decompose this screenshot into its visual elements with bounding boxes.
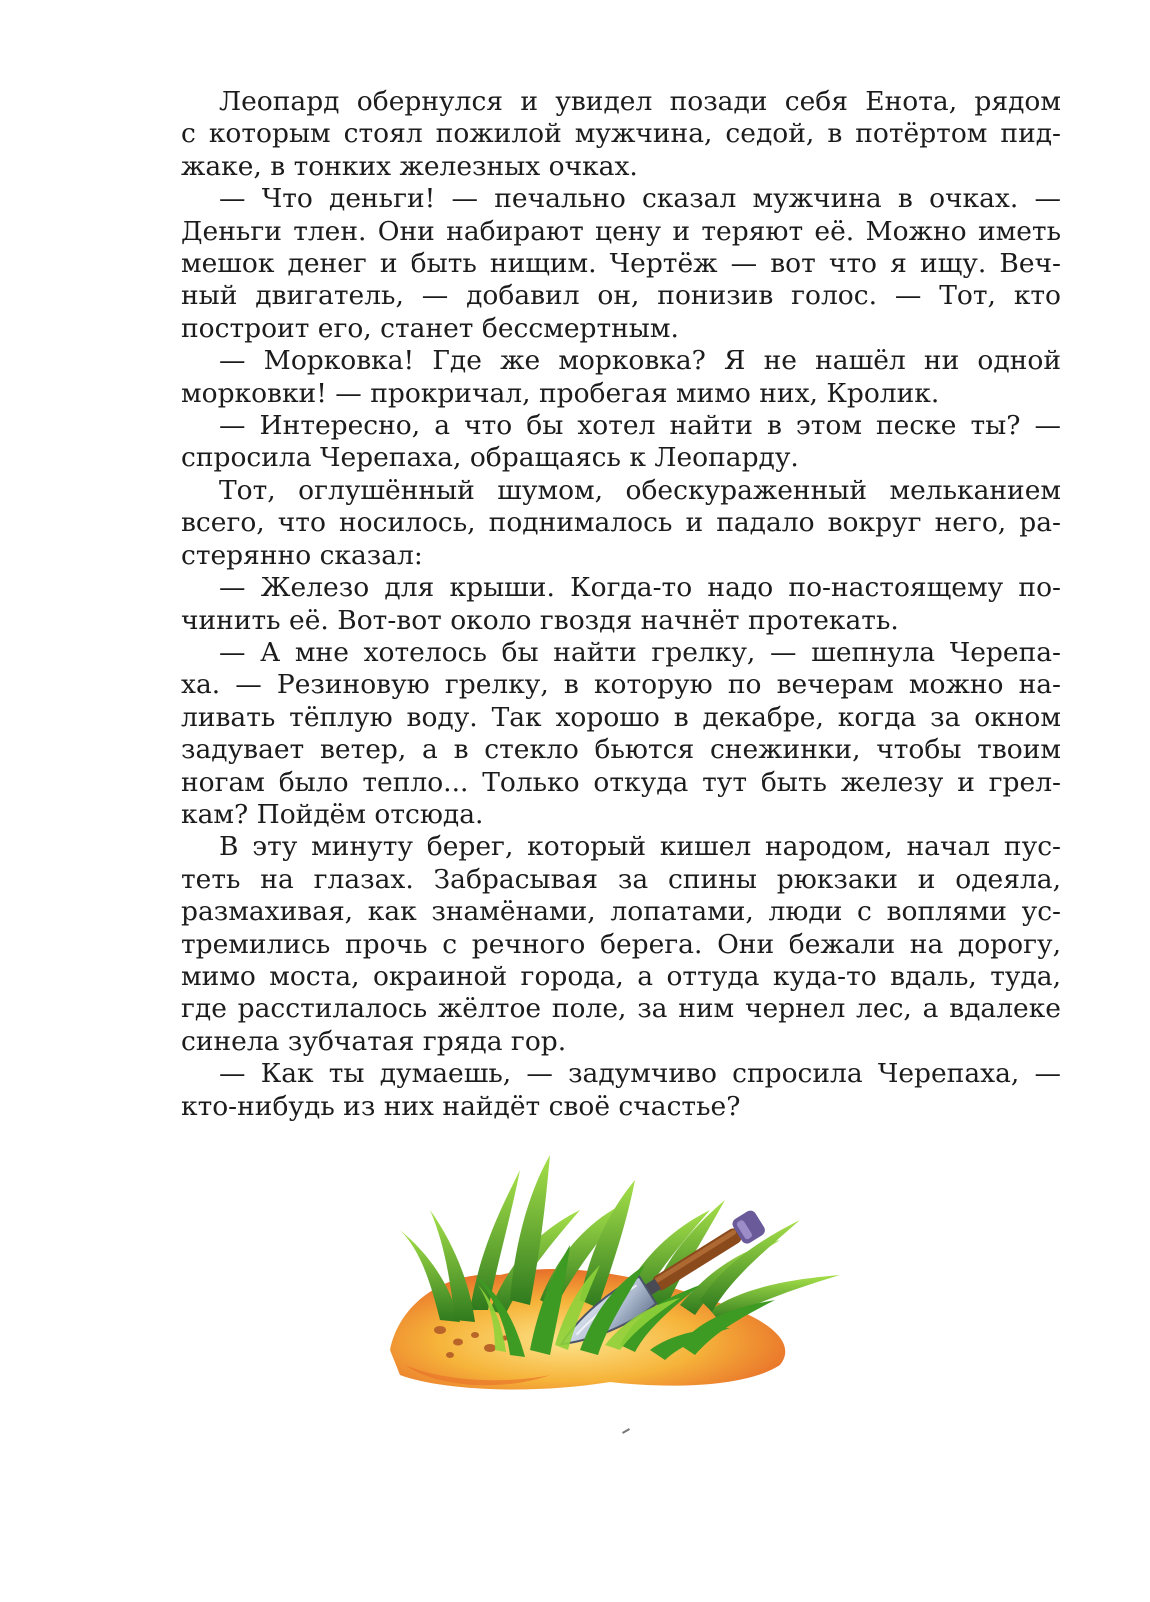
- text-line: — Интересно, а что бы хотел найти в этом песке ты? —: [219, 410, 1061, 442]
- text-line: ливать тёплую воду. Так хорошо в декабре, когда за окном: [181, 701, 1061, 733]
- text-line: синела зубчатая гряда гор.: [181, 1025, 567, 1057]
- trowel-in-grass-icon: [380, 1150, 870, 1395]
- text-line: кто-нибудь из них найдёт своё счастье?: [181, 1090, 741, 1122]
- text-line: спросила Черепаха, обращаясь к Леопарду.: [181, 442, 799, 474]
- text-line: ха. — Резиновую грелку, в которую по вечерам можно на-: [181, 669, 1061, 701]
- text-line: мимо моста, окраиной города, а оттуда куда-то вдаль, туда,: [181, 960, 1061, 992]
- story-text: [181, 86, 1061, 1123]
- text-line: — Железо для крыши. Когда-то надо по-настоящему по-: [219, 572, 1061, 604]
- text-line: теть на глазах. Забрасывая за спины рюкзаки и одеяла,: [181, 863, 1061, 895]
- text-line: жаке, в тонких железных очках.: [181, 150, 638, 182]
- text-line: Леопард обернулся и увидел позади себя Енота, рядом: [219, 86, 1061, 117]
- text-line: где расстилалось жёлтое поле, за ним чернел лес, а вдалеке: [181, 993, 1061, 1025]
- print-speck: [622, 1428, 630, 1434]
- text-line: построит его, станет бессмертным.: [181, 312, 679, 344]
- text-line: — Что деньги! — печально сказал мужчина в очках. —: [219, 183, 1061, 215]
- text-line: мешок денег и быть нищим. Чертёж — вот что я ищу. Веч-: [181, 248, 1061, 280]
- text-line: — А мне хотелось бы найти грелку, — шепнула Черепа-: [219, 636, 1061, 668]
- text-line: Деньги тлен. Они набирают цену и теряют её. Можно иметь: [181, 215, 1061, 247]
- text-line: — Как ты думаешь, — задумчиво спросила Черепаха, —: [219, 1058, 1061, 1090]
- text-line: морковки! — прокричал, пробегая мимо них, Кролик.: [181, 377, 940, 409]
- text-line: стерянно сказал:: [181, 539, 423, 571]
- text-line: с которым стоял пожилой мужчина, седой, в потёртом пид-: [181, 118, 1061, 150]
- text-line: тремились прочь с речного берега. Они бежали на дорогу,: [181, 928, 1061, 960]
- text-line: ный двигатель, — добавил он, понизив голос. — Тот, кто: [181, 280, 1061, 312]
- text-line: размахивая, как знамёнами, лопатами, люди с воплями ус-: [181, 896, 1061, 928]
- text-line: задувает ветер, а в стекло бьются снежинки, чтобы твоим: [181, 734, 1061, 766]
- text-line: — Морковка! Где же морковка? Я не нашёл ни одной: [219, 345, 1061, 377]
- text-line: всего, что носилось, поднималось и падало вокруг него, ра-: [181, 507, 1061, 539]
- text-line: чинить её. Вот-вот около гвоздя начнёт протекать.: [181, 604, 899, 636]
- text-line: кам? Пойдём отсюда.: [181, 798, 484, 830]
- text-line: Тот, оглушённый шумом, обескураженный мельканием: [219, 474, 1061, 506]
- text-line: ногам было тепло... Только откуда тут быть железу и грел-: [181, 766, 1061, 798]
- text-line: В эту минуту берег, который кишел народом, начал пус-: [219, 831, 1061, 863]
